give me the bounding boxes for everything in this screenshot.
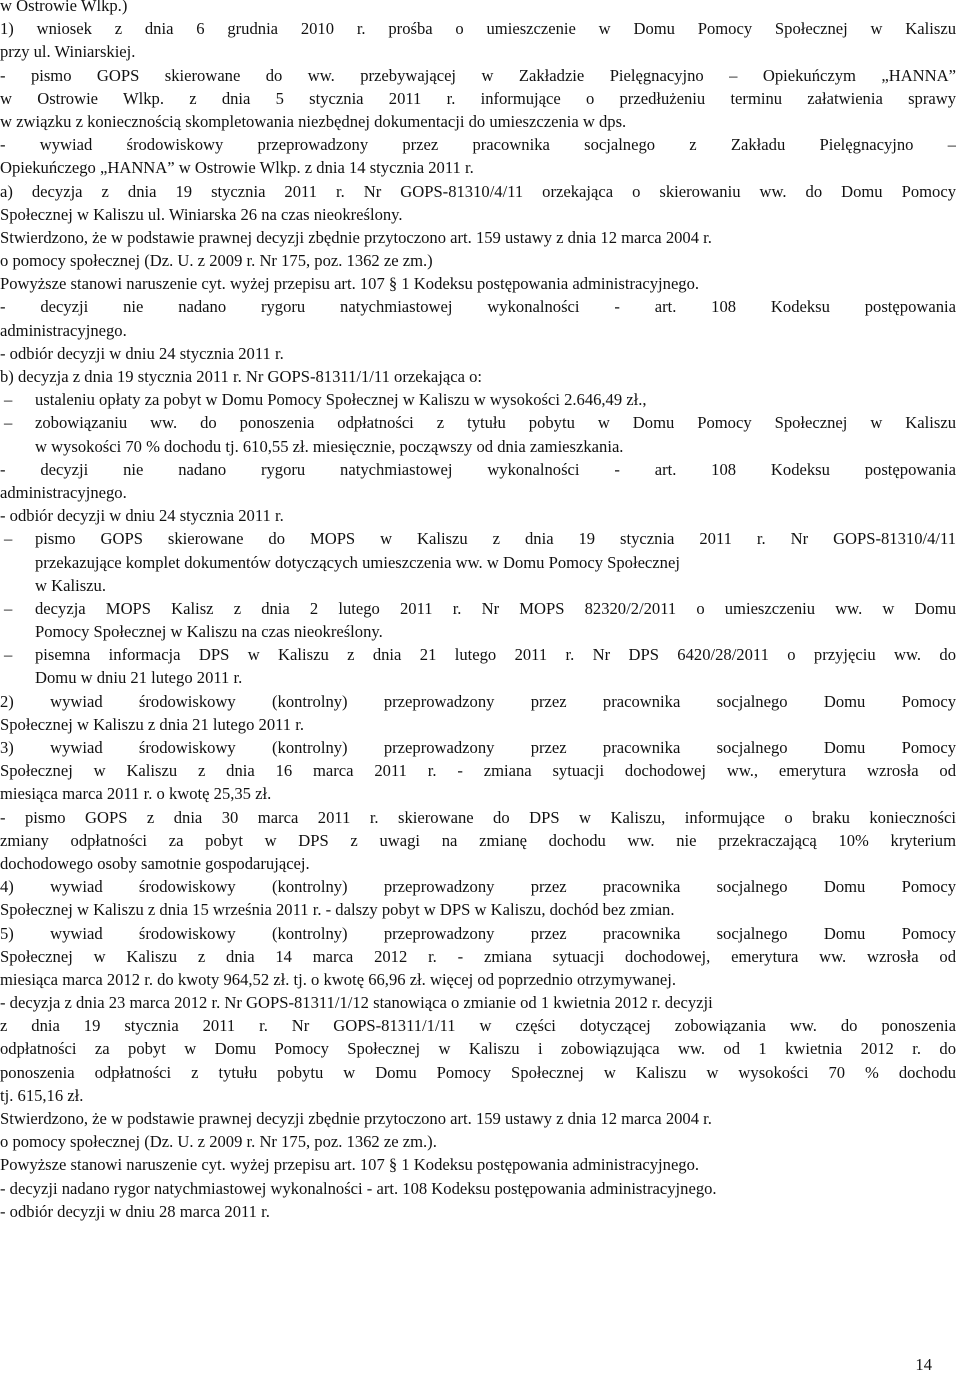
text-line: Powyższe stanowi naruszenie cyt. wyżej przepisu art. 107 § 1 Kodeksu postępowania administracyjnego. (0, 1155, 700, 1175)
text-line: miesiąca marca 2011 r. o kwotę 25,35 zł. (0, 784, 272, 804)
list-item-continuation: Domu w dniu 21 lutego 2011 r. (35, 668, 243, 688)
text-line: b) decyzja z dnia 19 stycznia 2011 r. Nr GOPS-81311/1/11 orzekająca o: (0, 367, 482, 386)
text-line: - decyzji nie nadano rygoru natychmiastowej wykonalności - art. 108 Kodeksu postępowania (0, 297, 956, 317)
text-line: Społecznej w Kaliszu z dnia 21 lutego 2011 r. (0, 714, 304, 734)
dash-list-item: – zobowiązaniu ww. do ponoszenia odpłatności z tytułu pobytu w Domu Pomocy Społecznej w Kaliszu (0, 411, 956, 434)
text-line: Stwierdzono, że w podstawie prawnej decyzji zbędnie przytoczono art. 159 ustawy z dnia 12 marca 2004 r. (0, 227, 712, 247)
text-line: ponoszenia odpłatności z tytułu pobytu w Domu Pomocy Społecznej w Kaliszu w wysokości 70 % dochodu (0, 1062, 956, 1082)
list-item-continuation: w wysokości 70 % dochodu tj. 610,55 zł. miesięcznie, począwszy od dnia zamieszkania. (35, 436, 624, 456)
text-line: z dnia 19 stycznia 2011 r. Nr GOPS-81311/1/11 w części dotyczącej zobowiązania ww. do ponoszenia (0, 1016, 956, 1036)
list-item-continuation: przekazujące komplet dokumentów dotyczących umieszczenia ww. w Domu Pomocy Społecznej (35, 552, 680, 572)
text-line: zmiany odpłatności za pobyt w DPS z uwagi na zmianę dochodu ww. nie przekraczającą 10% kryterium (0, 830, 956, 850)
text-line: Społecznej w Kaliszu z dnia 15 września 2011 r. - dalszy pobyt w DPS w Kaliszu, dochód bez zmian. (0, 900, 675, 920)
text-line: - decyzji nie nadano rygoru natychmiastowej wykonalności - art. 108 Kodeksu postępowania (0, 459, 956, 479)
text-line: - odbiór decyzji w dniu 24 stycznia 2011 r. (0, 506, 284, 526)
text-line: Społecznej w Kaliszu z dnia 16 marca 2011 r. - zmiana sytuacji dochodowej ww., emerytura wzrosła od (0, 761, 956, 781)
text-line: Opiekuńczego „HANNA” w Ostrowie Wlkp. z dnia 14 stycznia 2011 r. (0, 158, 474, 178)
list-item-continuation: w Kaliszu. (35, 575, 106, 595)
text-line: przy ul. Winiarskiej. (0, 42, 136, 62)
dash-list-item: – ustaleniu opłaty za pobyt w Domu Pomocy Społecznej w Kaliszu w wysokości 2.646,49 zł., (0, 388, 956, 411)
text-line: odpłatności za pobyt w Domu Pomocy Społecznej w Kaliszu i zobowiązująca ww. od 1 kwietnia 2012 r. do (0, 1039, 956, 1059)
text-line: a) decyzja z dnia 19 stycznia 2011 r. Nr GOPS-81310/4/11 orzekająca o skierowaniu ww. do Domu Pomocy (0, 181, 956, 201)
dash-list-item: – decyzja MOPS Kalisz z dnia 2 lutego 2011 r. Nr MOPS 82320/2/2011 o umieszczeniu ww. w Domu (0, 597, 956, 620)
text-line: miesiąca marca 2012 r. do kwoty 964,52 zł. tj. o kwotę 66,96 zł. więcej od poprzednio otrzymywanej. (0, 969, 677, 989)
text-line: - pismo GOPS z dnia 30 marca 2011 r. skierowane do DPS w Kaliszu, informujące o braku konieczności (0, 807, 956, 827)
text-line: dochodowego osoby samotnie gospodarującej. (0, 853, 310, 873)
text-line: Społecznej w Kaliszu z dnia 14 marca 2012 r. - zmiana sytuacji dochodowej, emerytura ww. wzrosła od (0, 946, 956, 966)
text-line: - decyzja z dnia 23 marca 2012 r. Nr GOPS-81311/1/12 stanowiąca o zmianie od 1 kwietnia 2012 r. decyzji (0, 993, 713, 1013)
text-line: Stwierdzono, że w podstawie prawnej decyzji zbędnie przytoczono art. 159 ustawy z dnia 12 marca 2004 r. (0, 1109, 712, 1128)
text-line: 1) wniosek z dnia 6 grudnia 2010 r. prośba o umieszczenie w Domu Pomocy Społecznej w Kaliszu (0, 19, 956, 39)
text-line: 5) wywiad środowiskowy (kontrolny) przeprowadzony przez pracownika socjalnego Domu Pomocy (0, 923, 956, 943)
text-line: w Ostrowie Wlkp. z dnia 5 stycznia 2011 r. informujące o przedłużeniu terminu załatwienia sprawy (0, 88, 956, 108)
text-line: - odbiór decyzji w dniu 24 stycznia 2011 r. (0, 343, 284, 363)
list-item-continuation: Pomocy Społecznej w Kaliszu na czas nieokreślony. (35, 622, 383, 642)
text-line: Społecznej w Kaliszu ul. Winiarska 26 na czas nieokreślony. (0, 204, 403, 224)
text-line: 2) wywiad środowiskowy (kontrolny) przeprowadzony przez pracownika socjalnego Domu Pomocy (0, 691, 956, 711)
text-line: administracyjnego. (0, 320, 127, 340)
text-line: o pomocy społecznej (Dz. U. z 2009 r. Nr 175, poz. 1362 ze zm.). (0, 1132, 437, 1152)
text-line: w Ostrowie Wlkp.) (0, 0, 128, 15)
dash-list-item: – pisemna informacja DPS w Kaliszu z dnia 21 lutego 2011 r. Nr DPS 6420/28/2011 o przyjęciu ww. do (0, 643, 956, 666)
text-line: - pismo GOPS skierowane do ww. przebywającej w Zakładzie Pielęgnacyjno – Opiekuńczym „HANNA” (0, 65, 956, 85)
text-line: - decyzji nadano rygor natychmiastowej wykonalności - art. 108 Kodeksu postępowania administracyjnego. (0, 1178, 717, 1198)
text-line: w związku z koniecznością skompletowania niezbędnej dokumentacji do umieszczenia w dps. (0, 111, 627, 131)
dash-list-item: – pismo GOPS skierowane do MOPS w Kaliszu z dnia 19 stycznia 2011 r. Nr GOPS-81310/4/11 (0, 527, 956, 550)
text-line: Powyższe stanowi naruszenie cyt. wyżej przepisu art. 107 § 1 Kodeksu postępowania administracyjnego. (0, 274, 700, 294)
text-line: administracyjnego. (0, 482, 127, 502)
text-line: tj. 615,16 zł. (0, 1085, 84, 1105)
text-line: 3) wywiad środowiskowy (kontrolny) przeprowadzony przez pracownika socjalnego Domu Pomocy (0, 738, 956, 757)
text-line: 4) wywiad środowiskowy (kontrolny) przeprowadzony przez pracownika socjalnego Domu Pomocy (0, 877, 956, 897)
text-line: - wywiad środowiskowy przeprowadzony przez pracownika socjalnego z Zakładu Pielęgnacyjno – (0, 135, 956, 155)
page-number: 14 (915, 1355, 932, 1374)
text-line: o pomocy społecznej (Dz. U. z 2009 r. Nr 175, poz. 1362 ze zm.) (0, 251, 433, 271)
text-line: - odbiór decyzji w dniu 28 marca 2011 r. (0, 1201, 270, 1221)
